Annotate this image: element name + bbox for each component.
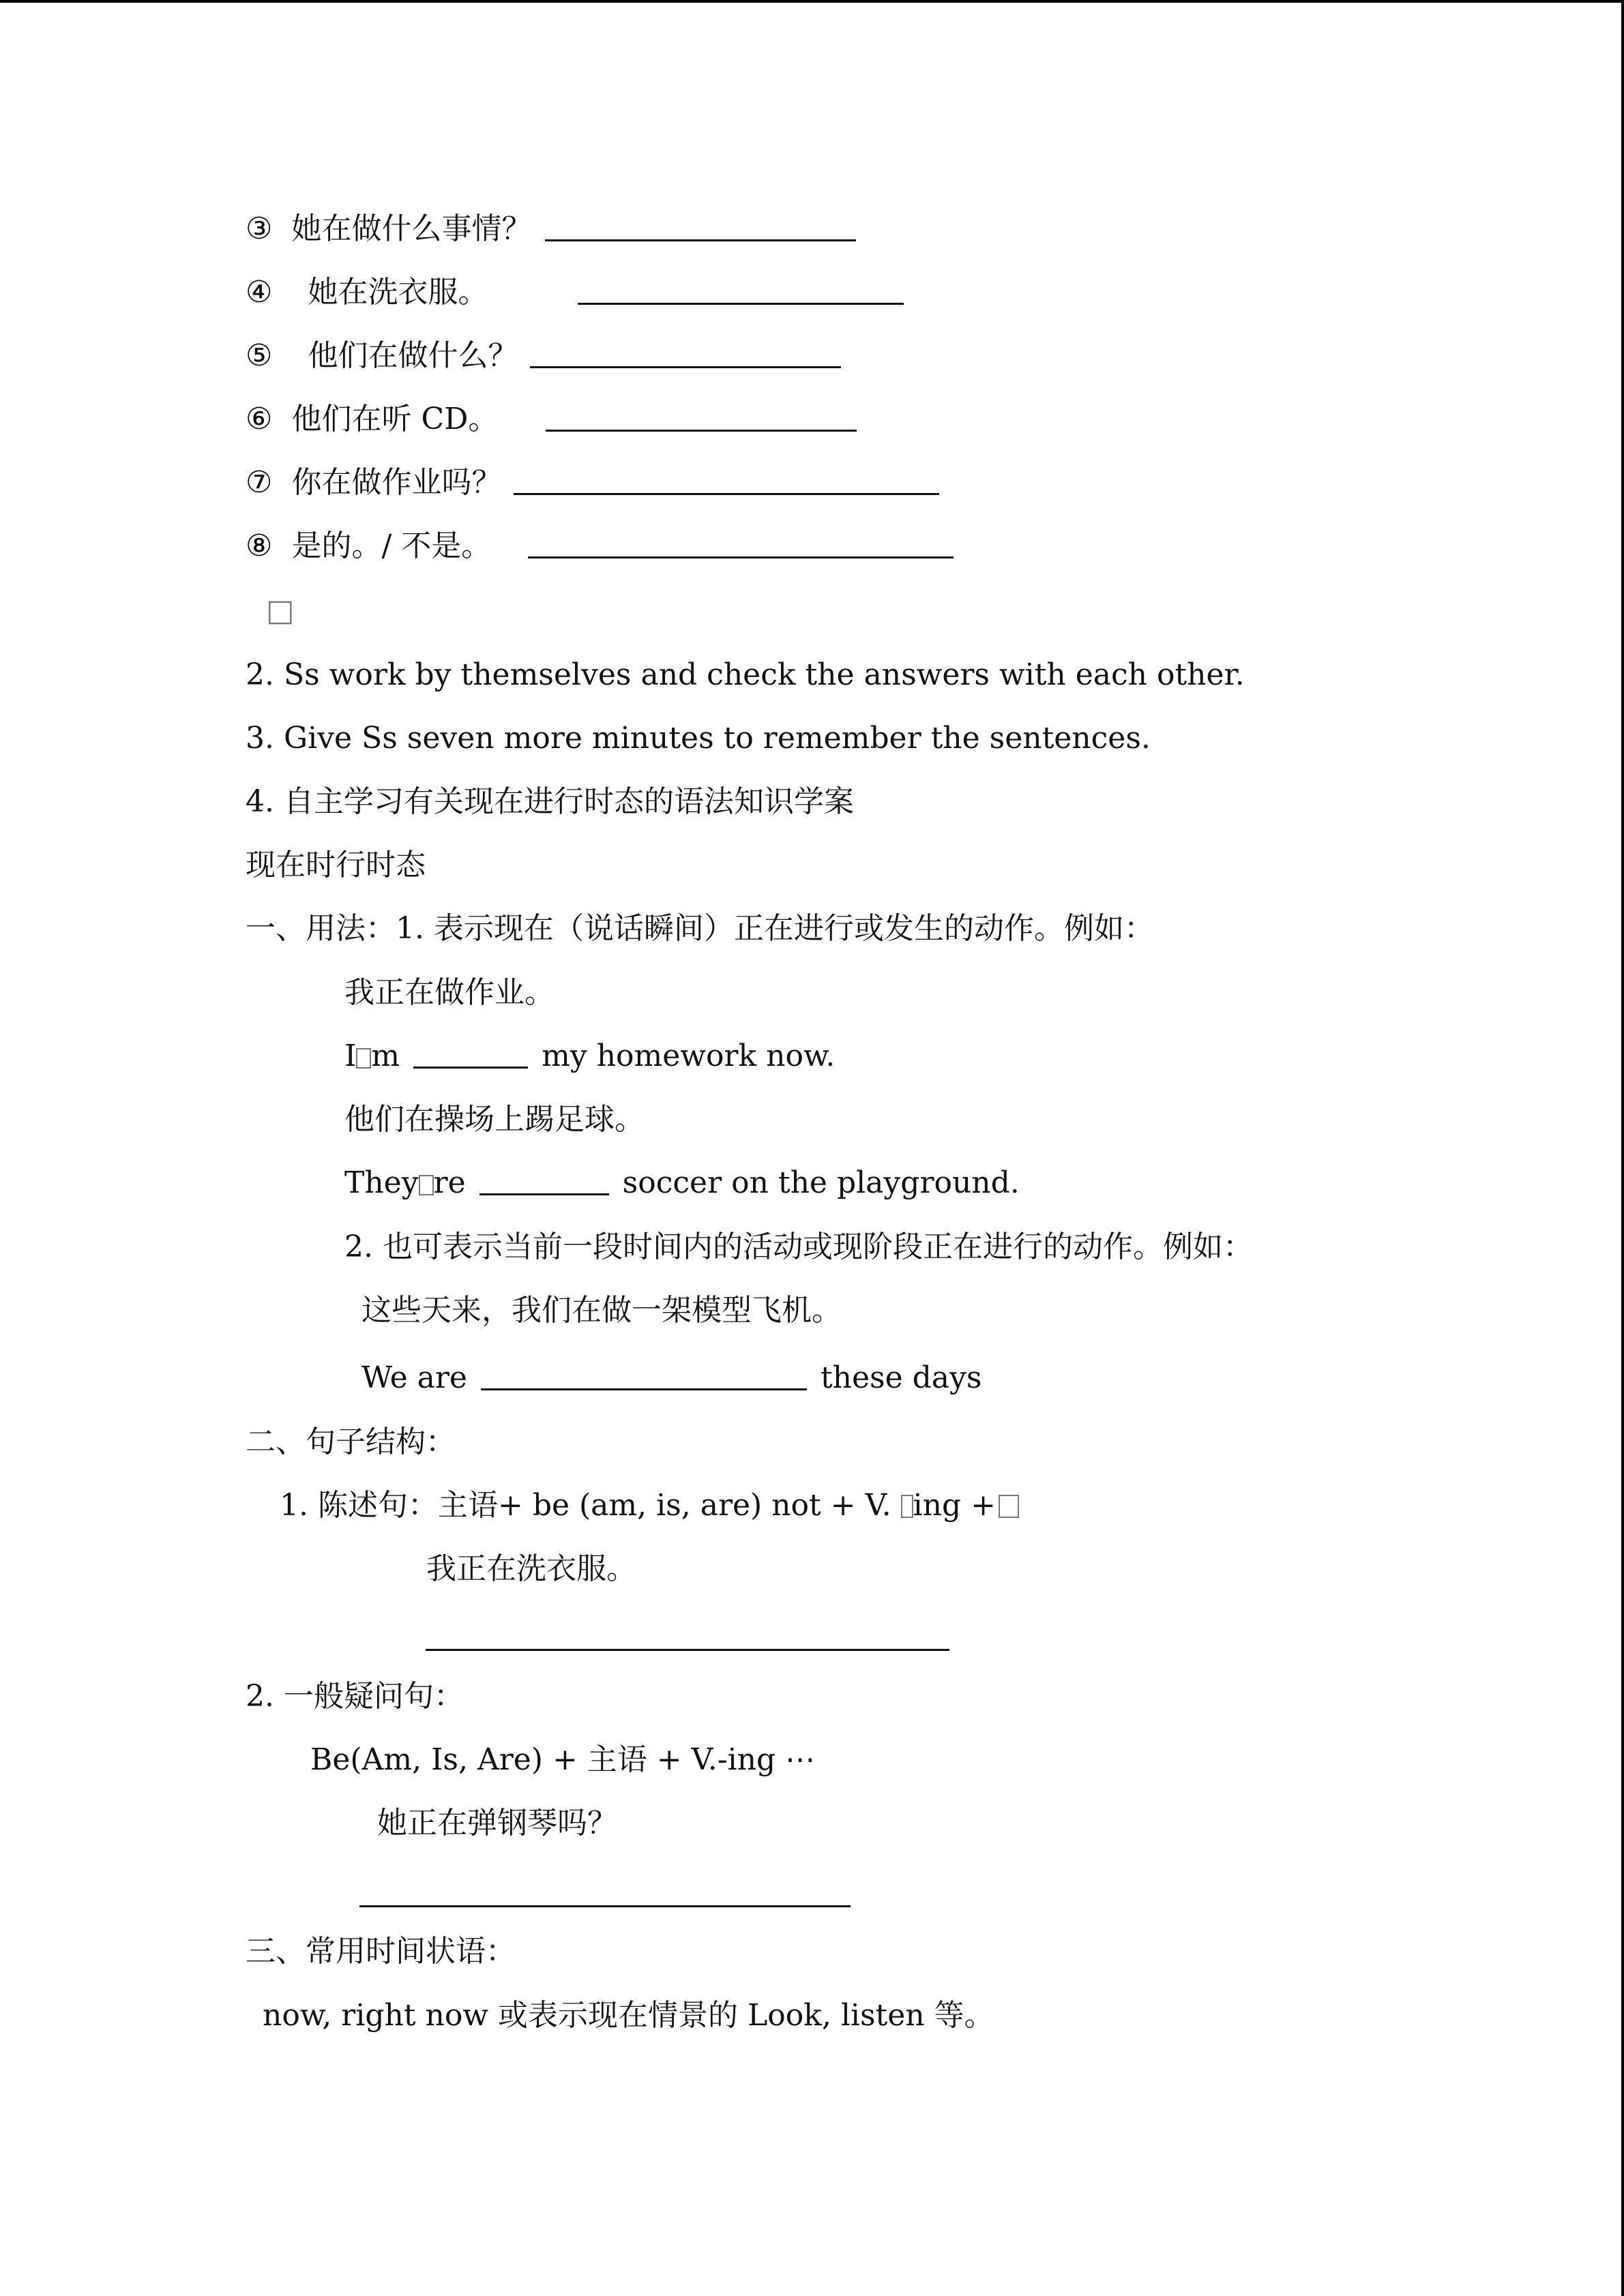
answer-blank[interactable] xyxy=(479,1166,609,1195)
answer-blank[interactable] xyxy=(514,466,939,495)
exercise-number: ④ xyxy=(246,275,273,310)
usage-heading: 一、用法：1. 表示现在（说话瞬间）正在进行或发生的动作。例如： xyxy=(246,911,1154,946)
example-1-chinese: 我正在做作业。 xyxy=(344,975,555,1010)
time-heading: 三、常用时间状语： xyxy=(246,1934,516,1969)
exercise-number: ⑥ xyxy=(246,402,273,436)
answer-blank[interactable] xyxy=(528,529,954,558)
text-part: soccer on the playground. xyxy=(622,1165,1020,1200)
answer-blank[interactable] xyxy=(413,1039,528,1069)
text-part: re xyxy=(433,1165,466,1200)
grammar-title: 现在时行时态 xyxy=(246,848,426,882)
text-part: 1. 陈述句：主语+ be (am, is, are) not + V. xyxy=(280,1488,891,1523)
step-2: 2. Ss work by themselves and check the answers with each other. xyxy=(246,657,1245,692)
declarative-chinese: 我正在洗衣服。 xyxy=(426,1551,636,1586)
top-border xyxy=(0,0,1624,3)
exercise-text: 他们在听 CD。 xyxy=(291,402,499,436)
exercise-item-8 xyxy=(246,527,954,565)
question-chinese: 她正在弹钢琴吗？ xyxy=(377,1806,617,1840)
text-part: ing + xyxy=(913,1488,996,1523)
example-2-chinese: 他们在操场上踢足球。 xyxy=(344,1102,645,1137)
structure-heading: 二、句子结构： xyxy=(246,1425,456,1459)
text-part: m xyxy=(371,1039,400,1073)
answer-blank[interactable] xyxy=(426,1647,949,1651)
answer-blank[interactable] xyxy=(546,402,857,432)
answer-blank[interactable] xyxy=(545,212,856,241)
exercise-text: 他们在做什么？ xyxy=(308,338,518,373)
text-part: They xyxy=(344,1165,419,1200)
answer-blank[interactable] xyxy=(578,275,904,305)
missing-glyph-box xyxy=(419,1175,434,1195)
text-part: these days xyxy=(820,1360,982,1395)
missing-glyph-box xyxy=(356,1048,371,1069)
exercise-item-4 xyxy=(246,273,904,312)
exercise-text: 她在做什么事情？ xyxy=(291,211,532,246)
question-formula: Be(Am, Is, Are) + 主语 + V.-ing ⋯ xyxy=(310,1742,816,1777)
answer-blank[interactable] xyxy=(530,339,841,368)
question-heading: 2. 一般疑问句： xyxy=(246,1679,464,1714)
exercise-item-5 xyxy=(246,337,841,375)
example-3-chinese: 这些天来，我们在做一架模型飞机。 xyxy=(361,1293,842,1328)
text-part: We are xyxy=(361,1360,467,1395)
exercise-number: ⑦ xyxy=(246,465,273,500)
time-adverbials: now, right now 或表示现在情景的 Look, listen 等。 xyxy=(263,1998,994,2033)
text-part: I xyxy=(344,1039,357,1073)
exercise-text: 她在洗衣服。 xyxy=(308,275,488,310)
exercise-number: ⑤ xyxy=(246,338,273,373)
exercise-text: 你在做作业吗？ xyxy=(291,465,502,500)
declarative-formula xyxy=(280,1487,1019,1525)
exercise-text: 是的。/ 不是。 xyxy=(291,528,492,563)
step-3: 3. Give Ss seven more minutes to remember the sentences. xyxy=(246,721,1151,756)
box-glyph: □ xyxy=(266,593,295,628)
exercise-item-6 xyxy=(246,400,857,438)
exercise-item-7 xyxy=(246,464,939,502)
exercise-item-3 xyxy=(246,210,856,248)
usage-2: 2. 也可表示当前一段时间内的活动或现阶段正在进行的动作。例如： xyxy=(344,1229,1253,1264)
placeholder-box xyxy=(266,592,295,630)
missing-glyph-box xyxy=(901,1495,913,1518)
example-3-english xyxy=(361,1359,981,1397)
example-2-english xyxy=(344,1164,1020,1202)
example-1-english xyxy=(344,1037,835,1075)
missing-glyph-box xyxy=(999,1495,1019,1518)
text-part: my homework now. xyxy=(542,1039,836,1073)
answer-blank[interactable] xyxy=(359,1903,851,1907)
exercise-number: ③ xyxy=(246,211,273,246)
step-4: 4. 自主学习有关现在进行时态的语法知识学案 xyxy=(246,784,854,819)
exercise-number: ⑧ xyxy=(246,528,273,563)
answer-blank[interactable] xyxy=(481,1361,807,1390)
right-border xyxy=(1621,0,1624,2296)
